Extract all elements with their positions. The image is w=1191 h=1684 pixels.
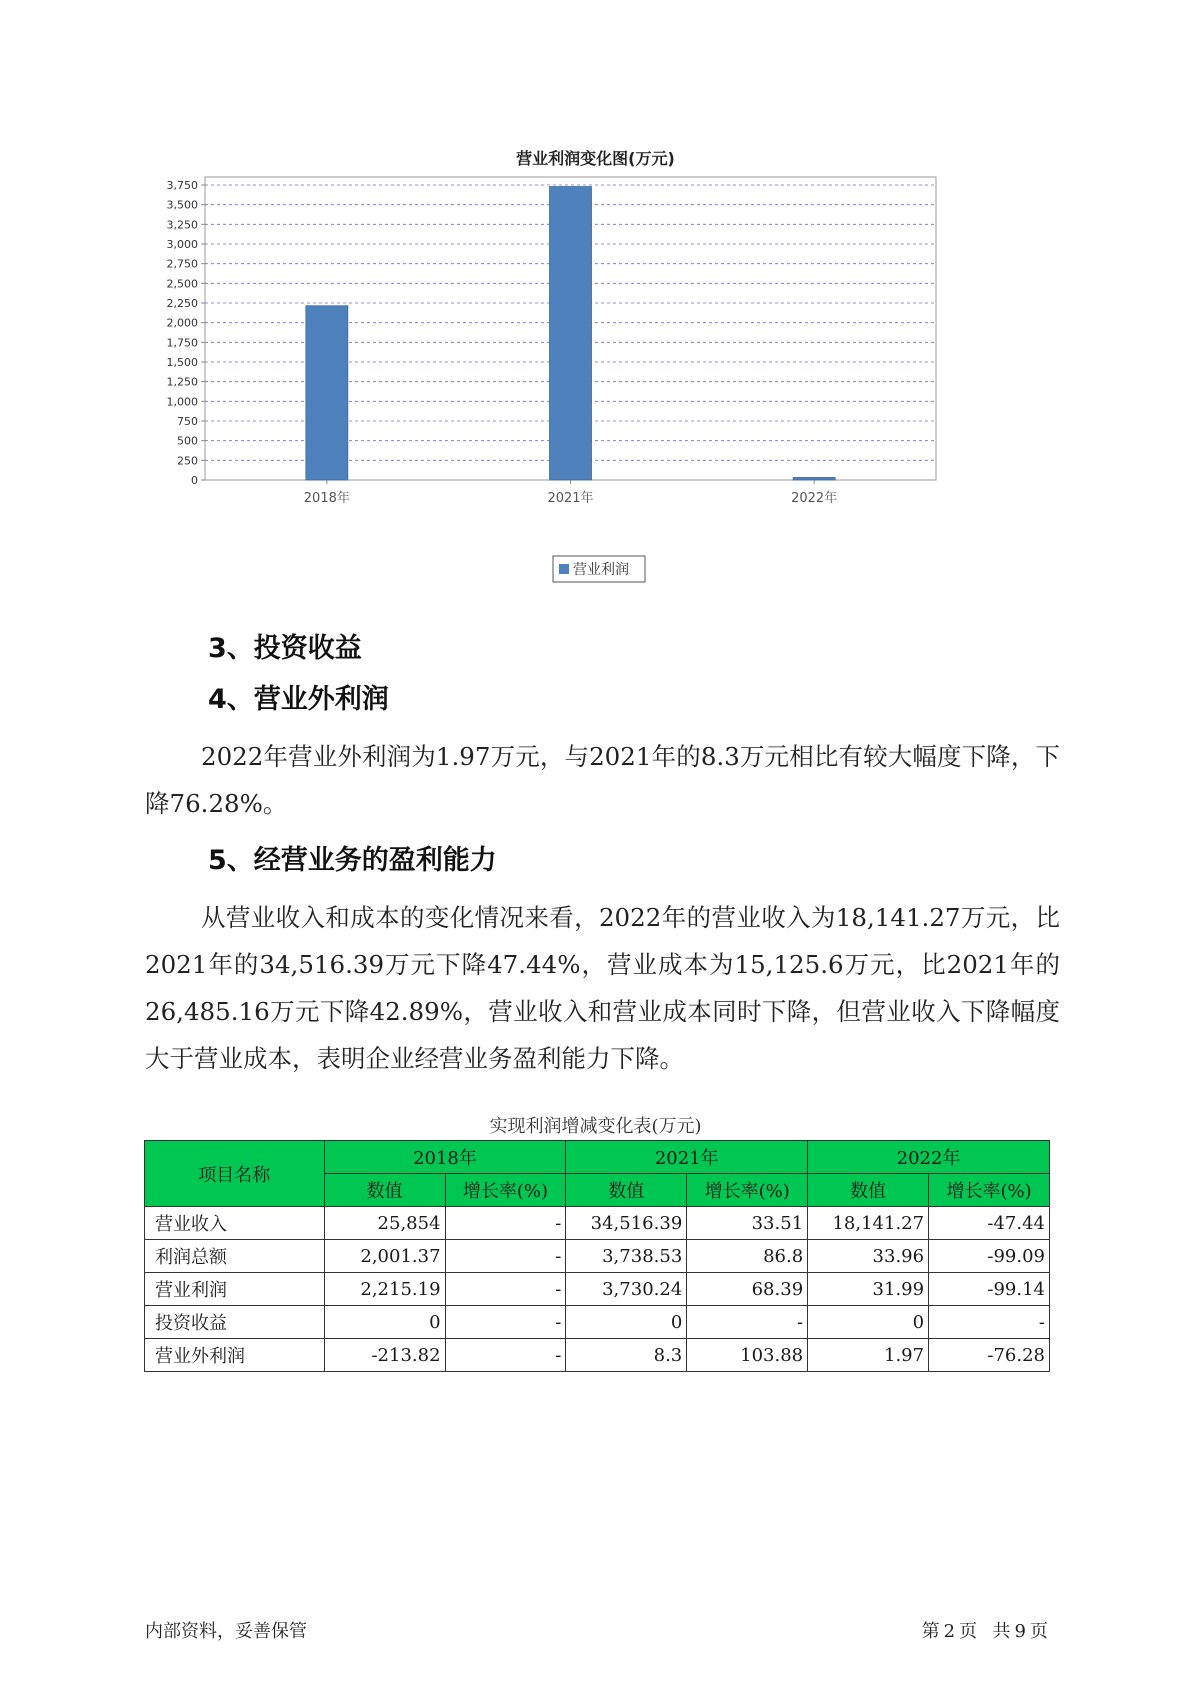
y-tick-label: 2,750 (166, 257, 198, 271)
table-cell: - (445, 1207, 566, 1240)
page-current: 2 (943, 1621, 956, 1642)
table-cell: 86.8 (687, 1240, 808, 1273)
y-tick-label: 0 (191, 474, 198, 487)
table-header-year: 2018年 (324, 1141, 566, 1174)
bar (306, 306, 348, 480)
table-cell: -47.44 (929, 1207, 1050, 1240)
row-name: 营业外利润 (145, 1339, 325, 1372)
table-cell: 31.99 (808, 1273, 929, 1306)
table-cell: -99.14 (929, 1273, 1050, 1306)
legend-label: 营业利润 (573, 562, 629, 578)
table-subheader-value: 数值 (566, 1174, 687, 1207)
table-row (145, 1240, 1050, 1273)
table-cell: -99.09 (929, 1240, 1050, 1273)
table-cell: 18,141.27 (808, 1207, 929, 1240)
y-tick-label: 3,000 (166, 238, 198, 251)
profit-change-table (144, 1140, 1050, 1372)
operating-profit-chart (0, 0, 1191, 600)
chart-title: 营业利润变化图(万元) (516, 149, 675, 168)
page-prefix: 第 (921, 1621, 940, 1642)
y-tick-label: 2,250 (166, 297, 198, 310)
row-name: 投资收益 (145, 1306, 325, 1339)
table-cell: 34,516.39 (566, 1207, 687, 1240)
x-tick-label: 2018年 (303, 491, 350, 506)
table-subheader-value: 数值 (324, 1174, 445, 1207)
heading-non-operating-profit: 4、营业外利润 (208, 684, 389, 715)
y-tick-label: 3,250 (166, 218, 198, 232)
table-row (145, 1306, 1050, 1339)
table-row (145, 1273, 1050, 1306)
table-cell: - (445, 1339, 566, 1372)
table-cell: 103.88 (687, 1339, 808, 1372)
bar (793, 477, 835, 480)
table-cell: -76.28 (929, 1339, 1050, 1372)
page-number (920, 1617, 1050, 1643)
table-cell: 3,738.53 (566, 1240, 687, 1273)
table-subheader-growth: 增长率(%) (445, 1174, 566, 1207)
y-tick-label: 3,750 (166, 179, 198, 192)
page-total: 9 (1014, 1621, 1026, 1642)
table-header-item: 项目名称 (145, 1141, 325, 1207)
table-cell: - (929, 1306, 1050, 1339)
row-name: 利润总额 (145, 1240, 325, 1273)
table-cell: 33.96 (808, 1240, 929, 1273)
x-tick-label: 2022年 (791, 491, 838, 506)
table-row (145, 1207, 1050, 1240)
table-cell: 2,215.19 (324, 1273, 445, 1306)
y-tick-label: 2,000 (166, 316, 198, 330)
page-suffix: 页 (1030, 1621, 1048, 1642)
table-header-year: 2022年 (808, 1141, 1050, 1174)
y-tick-label: 750 (177, 415, 198, 428)
table-cell: 0 (324, 1306, 445, 1339)
table-cell: 68.39 (687, 1273, 808, 1306)
table-cell: - (445, 1273, 566, 1306)
table-subheader-growth: 增长率(%) (929, 1174, 1050, 1207)
legend-swatch (559, 564, 569, 574)
paragraph-non-operating-profit: 2022年营业外利润为1.97万元，与2021年的8.3万元相比有较大幅度下降，下降76.28%。 (145, 742, 1060, 818)
table-cell: 25,854 (324, 1207, 445, 1240)
y-tick-label: 1,000 (166, 395, 198, 409)
heading-investment-income: 3、投资收益 (208, 633, 362, 664)
y-tick-label: 2,500 (166, 277, 198, 291)
table-subheader-growth: 增长率(%) (687, 1174, 808, 1207)
table-cell: 1.97 (808, 1339, 929, 1372)
footer-confidential: 内部资料，妥善保管 (145, 1621, 307, 1642)
page-total-prefix: 共 (992, 1621, 1011, 1642)
y-tick-label: 1,500 (166, 356, 198, 369)
row-name: 营业利润 (145, 1273, 325, 1306)
table-cell: - (445, 1306, 566, 1339)
x-tick-label: 2021年 (547, 491, 594, 506)
row-name: 营业收入 (145, 1207, 325, 1240)
y-tick-label: 500 (177, 434, 198, 448)
table-subheader-value: 数值 (808, 1174, 929, 1207)
table-cell: 8.3 (566, 1339, 687, 1372)
table-cell: -213.82 (324, 1339, 445, 1372)
table-cell: 0 (808, 1306, 929, 1339)
table-cell: 2,001.37 (324, 1240, 445, 1273)
table-cell: 0 (566, 1306, 687, 1339)
y-tick-label: 1,250 (166, 375, 198, 389)
table-cell: 3,730.24 (566, 1273, 687, 1306)
table-header-year: 2021年 (566, 1141, 808, 1174)
heading-profitability: 5、经营业务的盈利能力 (208, 845, 497, 876)
page-mid: 页 (959, 1621, 978, 1642)
paragraph-profitability: 从营业收入和成本的变化情况来看，2022年的营业收入为18,141.27万元，比2021年的34,516.39万元下降47.44%，营业成本为15,125.6万元，比2021年的26,485.16万元下降42.89%，营业收入和营业成本同时下降，但营业收入下降幅度大于营业成本，表明企业经营业务盈利能力下降。 (145, 903, 1060, 1073)
y-tick-label: 1,750 (166, 336, 198, 350)
table-row (145, 1339, 1050, 1372)
y-tick-label: 3,500 (166, 198, 198, 212)
table-cell: - (445, 1240, 566, 1273)
y-tick-label: 250 (177, 454, 198, 468)
table-cell: - (687, 1306, 808, 1339)
table-cell: 33.51 (687, 1207, 808, 1240)
table-title: 实现利润增减变化表(万元) (489, 1116, 702, 1137)
bar (550, 187, 592, 480)
